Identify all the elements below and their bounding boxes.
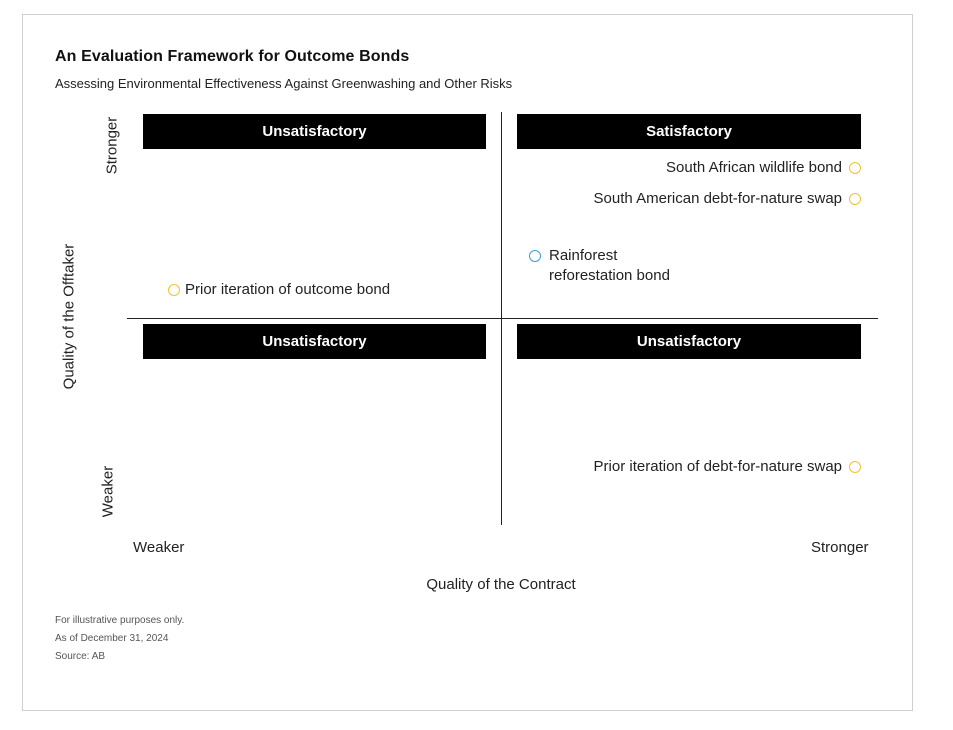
point-rainforest-reforestation-bond bbox=[529, 246, 699, 286]
yellow-circle-marker-icon bbox=[849, 162, 861, 174]
point-label: Prior iteration of debt-for-nature swap bbox=[593, 458, 842, 475]
quadrant-top-left-label: Unsatisfactory bbox=[143, 114, 486, 149]
yellow-circle-marker-icon bbox=[168, 284, 180, 296]
x-axis-title: Quality of the Contract bbox=[426, 576, 576, 593]
x-axis-low-label: Weaker bbox=[133, 539, 185, 556]
quadrant-bottom-right-label: Unsatisfactory bbox=[517, 324, 861, 359]
footnote-source: Source: AB bbox=[55, 651, 106, 662]
footnote-illustrative: For illustrative purposes only. bbox=[55, 615, 185, 626]
point-label: South American debt-for-nature swap bbox=[593, 190, 842, 207]
blue-circle-marker-icon bbox=[529, 250, 541, 262]
point-label: Prior iteration of outcome bond bbox=[185, 281, 391, 298]
point-prior-iteration-of-debt-for-nature-swap bbox=[594, 457, 861, 477]
yellow-circle-marker-icon bbox=[849, 461, 861, 473]
yellow-circle-marker-icon bbox=[849, 193, 861, 205]
point-south-american-debt-for-nature-swap bbox=[594, 189, 861, 209]
y-axis-title: Quality of the Offtaker bbox=[60, 243, 78, 390]
point-south-african-wildlife-bond bbox=[666, 158, 861, 178]
y-axis-low-label: Weaker bbox=[99, 465, 117, 518]
chart-title: An Evaluation Framework for Outcome Bonds bbox=[55, 48, 410, 65]
footnote-date: As of December 31, 2024 bbox=[55, 633, 169, 644]
chart-subtitle: Assessing Environmental Effectiveness Against Greenwashing and Other Risks bbox=[55, 76, 513, 91]
footnotes bbox=[55, 612, 184, 666]
point-label: South African wildlife bond bbox=[666, 159, 842, 176]
x-axis-high-label: Stronger bbox=[811, 539, 869, 556]
point-label: Rainforest reforestation bond bbox=[549, 247, 670, 284]
y-axis-high-label: Stronger bbox=[103, 116, 121, 175]
quadrant-bottom-left-label: Unsatisfactory bbox=[143, 324, 486, 359]
point-prior-iteration-of-outcome-bond bbox=[168, 280, 390, 300]
quadrant-top-right-label: Satisfactory bbox=[517, 114, 861, 149]
horizontal-axis-divider bbox=[127, 318, 878, 319]
